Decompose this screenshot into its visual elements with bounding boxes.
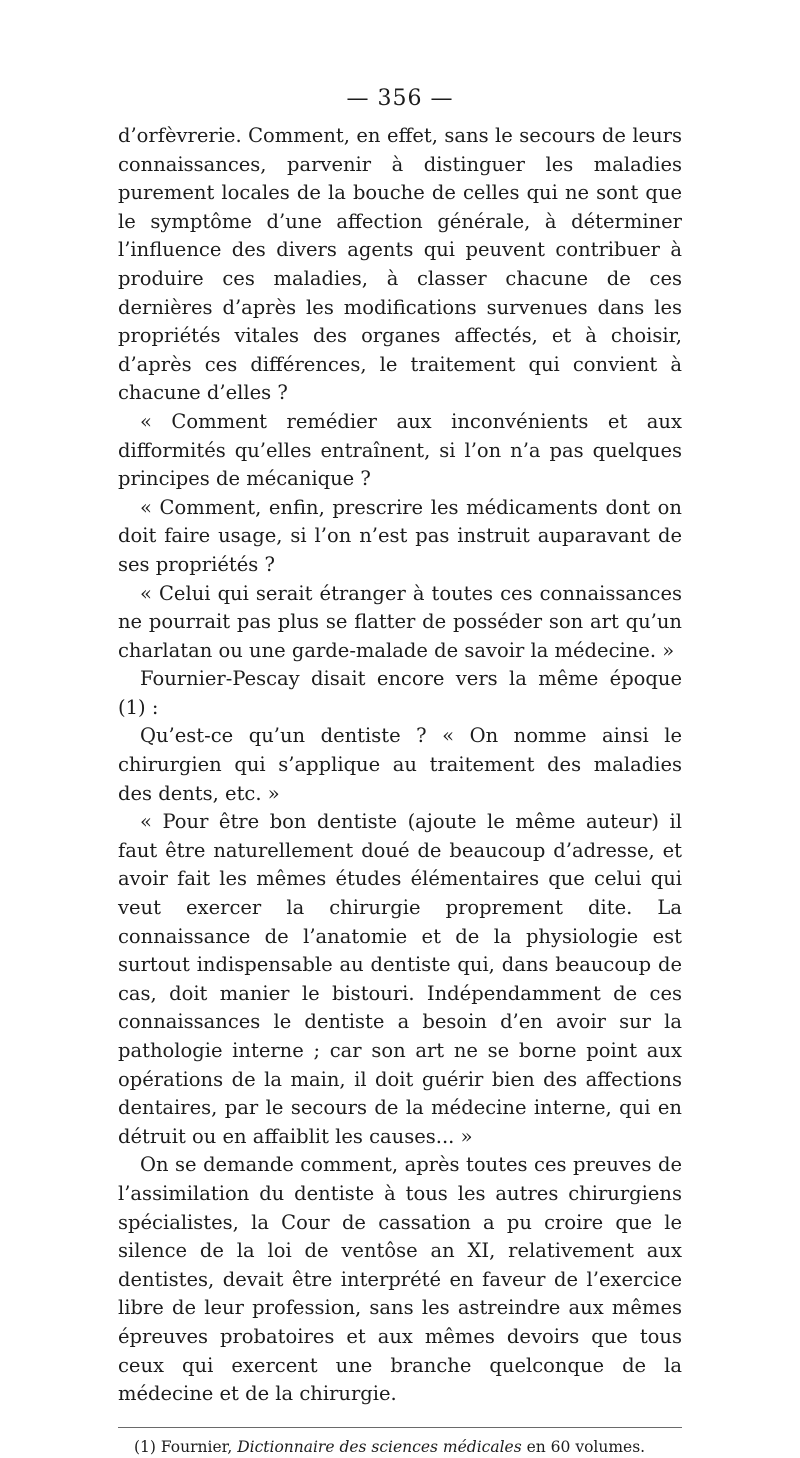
footnote-suffix: en 60 volumes. <box>521 1437 646 1456</box>
paragraph-6: Qu’est-ce qu’un dentiste ? « On nomme ainsi le chirurgien qui s’applique au traitement des maladies des dents, etc. » <box>118 724 682 805</box>
paragraph-3: « Comment, enfin, prescrire les médicaments dont on doit faire usage, si l’on n’est pas instruit auparavant de ses propriétés ? <box>118 495 682 576</box>
footnote-title: Dictionnaire des sciences médicales <box>237 1437 522 1456</box>
body-text <box>118 122 682 1409</box>
paragraph-1: d’orfèvrerie. Comment, en effet, sans le secours de leurs connaissances, parvenir à distinguer les maladies purement locales de la bouche de celles qui ne sont que le symptôme d’une affection générale, à déterminer l’influence des divers agents qui peuvent contribuer à produire ces maladies, à classer chacune de ces dernières d’après les modifications survenues dans les propriétés vitales des organes affectés, et à choisir, d’après ces différences, le traitement qui convient à chacune d’elles ? <box>118 124 682 405</box>
footnote <box>118 1436 682 1458</box>
paragraph-8: On se demande comment, après toutes ces preuves de l’assimilation du dentiste à tous les autres chirurgiens spécialistes, la Cour de cassation a pu croire que le silence de la loi de ventôse an XI, relativement aux dentistes, devait être interprété en faveur de l’exercice libre de leur profession, sans les astreindre aux mêmes épreuves probatoires et aux mêmes devoirs que tous ceux qui exercent une branche quelconque de la médecine et de la chirurgie. <box>118 1153 682 1406</box>
paragraph-4: « Celui qui serait étranger à toutes ces connaissances ne pourrait pas plus se flatter de posséder son art qu’un charlatan ou une garde-malade de savoir la médecine. » <box>118 581 682 662</box>
book-page <box>118 84 682 1458</box>
paragraph-7: « Pour être bon dentiste (ajoute le même auteur) il faut être naturellement doué de beaucoup d’adresse, et avoir fait les mêmes études élémentaires que celui qui veut exercer la chirurgie proprement dite. La connaissance de l’anatomie et de la physiologie est surtout indispensable au dentiste qui, dans beaucoup de cas, doit manier le bistouri. Indépendamment de ces connaissances le dentiste a besoin d’en avoir sur la pathologie interne ; car son art ne se borne point aux opérations de la main, il doit guérir bien des affections dentaires, par le secours de la médecine interne, qui en détruit ou en affaiblit les causes... » <box>118 810 682 1148</box>
footnote-prefix: (1) Fournier, <box>134 1437 238 1456</box>
paragraph-2: « Comment remédier aux inconvénients et aux difformités qu’elles entraînent, si l’on n’a pas quelques principes de mécanique ? <box>118 409 682 491</box>
paragraph-5: Fournier-Pescay disait encore vers la même époque (1) : <box>118 667 682 719</box>
footnote-divider <box>118 1427 682 1428</box>
page-number: — 356 — <box>346 86 454 111</box>
